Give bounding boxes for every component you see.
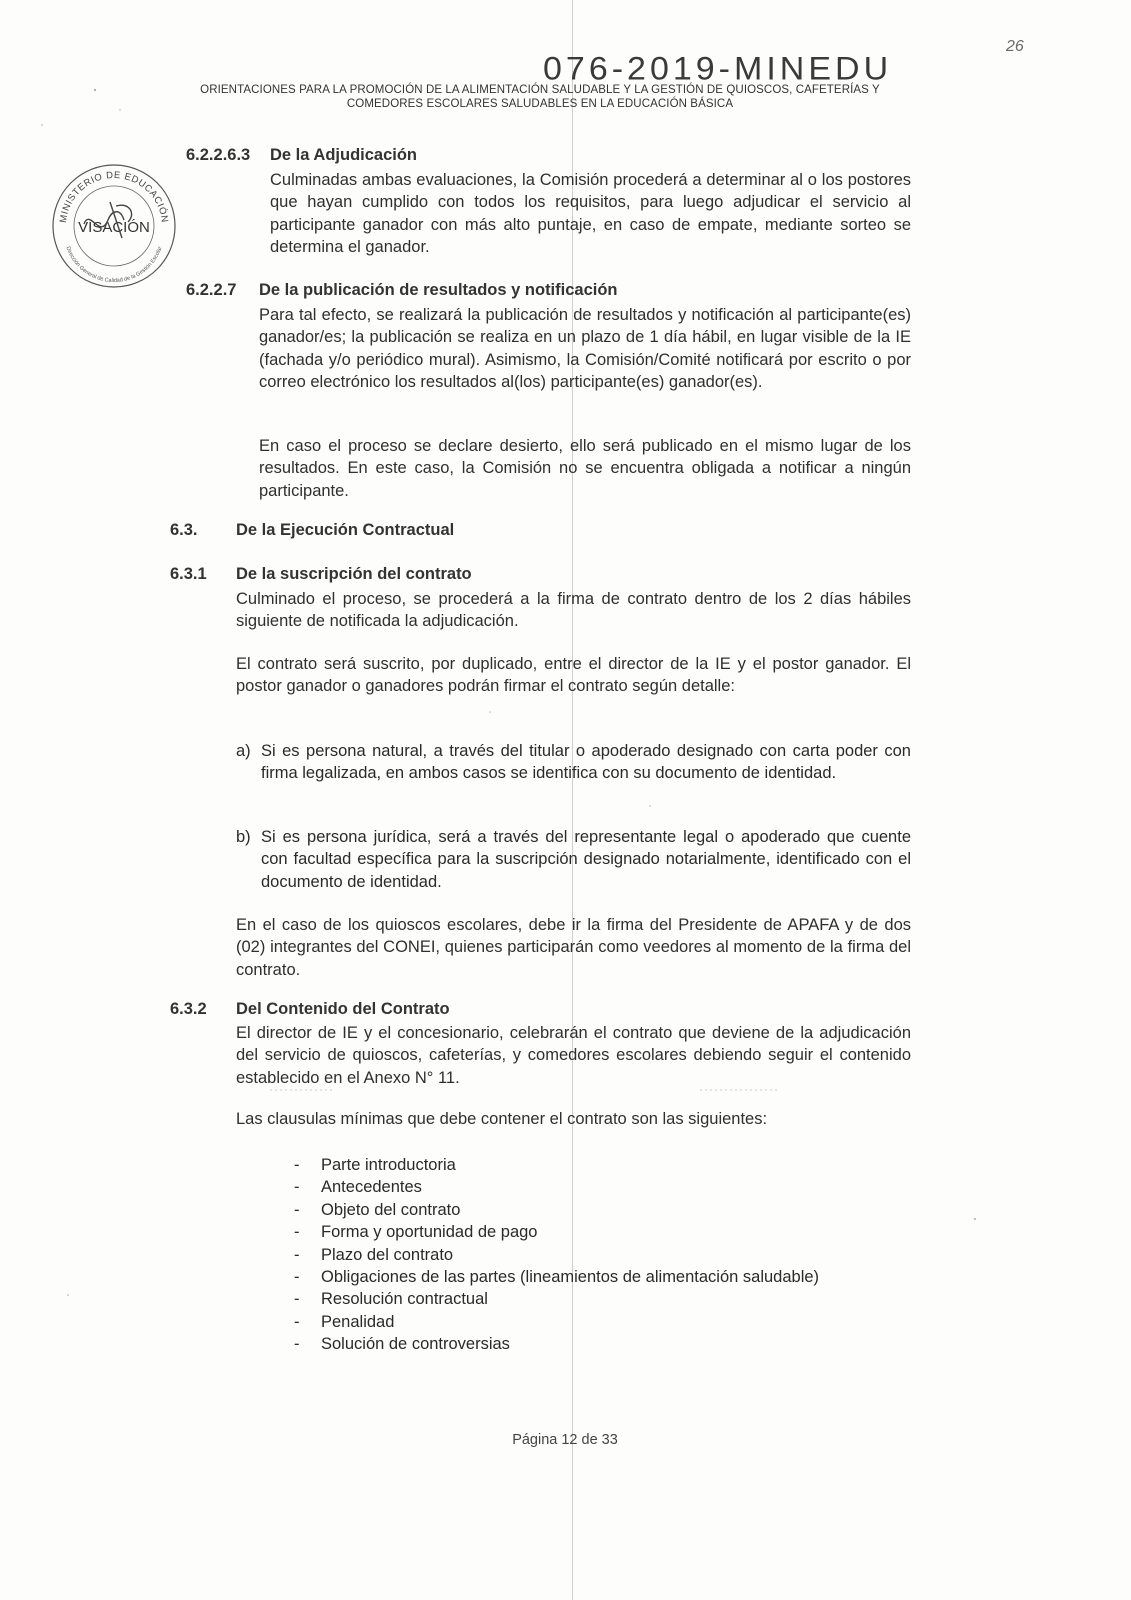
list-item-a-label: a): [236, 742, 251, 760]
clause-item: - Forma y oportunidad de pago: [294, 1223, 538, 1242]
paragraph-suscripcion-1: Culminado el proceso, se procederá a la firma de contrato dentro de los 2 días hábiles siguiente de notificada la adjudicación.: [236, 590, 911, 631]
section-number-63: 6.3.: [170, 521, 198, 539]
svg-text:Dirección General de Calidad d: [64, 246, 163, 284]
stamp-top-text: MINISTERIO DE EDUCACIÓN: [57, 169, 170, 224]
list-item-b: [236, 826, 911, 893]
paragraph-suscripcion-2: El contrato será suscrito, por duplicado, entre el director de la IE y el postor ganador. El postor ganador o ganadores podrán firmar el contrato según detalle:: [236, 655, 911, 696]
paragraph-contenido-1: El director de IE y el concesionario, celebrarán el contrato que deviene de la adjudicación del servicio de quioscos, cafeterías, y comedores escolares debiendo seguir el contenido establecido en el Anexo N° 11.: [236, 1024, 911, 1087]
header-line-2: COMEDORES ESCOLARES SALUDABLES EN LA EDUCACIÓN BÁSICA: [346, 98, 734, 110]
visacion-stamp: [50, 162, 178, 290]
paragraph-publicacion-2: En caso el proceso se declare desierto, ello será publicado en el mismo lugar de los resultados. En este caso, la Comisión no se encuentra obligada a notificar a ningún participante.: [259, 437, 911, 500]
clause-item: - Antecedentes: [294, 1178, 422, 1197]
paragraph-suscripcion-3: En el caso de los quioscos escolares, debe ir la firma del Presidente de APAFA y de dos (02) integrantes del CONEI, quienes participarán como veedores al momento de la firma del contrato.: [236, 916, 911, 979]
clause-item: - Objeto del contrato: [294, 1200, 461, 1219]
section-title-631: De la suscripción del contrato: [236, 565, 472, 583]
section-number-6227: 6.2.2.7: [186, 281, 237, 299]
section-number-62263: 6.2.2.6.3: [186, 146, 251, 164]
clause-item: - Solución de controversias: [294, 1335, 510, 1354]
clauses-list: [294, 1154, 819, 1356]
list-item-b-label: b): [236, 828, 251, 846]
clause-item: - Plazo del contrato: [294, 1245, 454, 1264]
paragraph-publicacion-1: Para tal efecto, se realizará la publicación de resultados y notificación al participante(es) ganador/es; la publicación se realiza en un plazo de 1 día hábil, en lugar visible de la IE (fachada y/o periódico mural). Asimismo, la Comisión/Comité notificará por escrito o por correo electrónico los resultados al(los) participante(es) ganador(es).: [259, 306, 911, 392]
section-title-6227: De la publicación de resultados y notificación: [259, 281, 618, 299]
page-footer: Página 12 de 33: [512, 1432, 618, 1448]
clause-item: - Penalidad: [294, 1312, 395, 1331]
paragraph-adjudicacion: Culminadas ambas evaluaciones, la Comisión procederá a determinar al o los postores que hayan cumplido con todos los requisitos, para luego adjudicar el servicio al participante ganador con más alto puntaje, en caso de empate, mediante sorteo se determina el ganador.: [270, 171, 911, 257]
header-line-1: ORIENTACIONES PARA LA PROMOCIÓN DE LA ALIMENTACIÓN SALUDABLE Y LA GESTIÓN DE QUIOSCOS, CAFETERÍAS Y: [200, 84, 880, 96]
paragraph-contenido-2: Las clausulas mínimas que debe contener el contrato son las siguientes:: [236, 1110, 768, 1128]
clause-item: - Obligaciones de las partes (lineamientos de alimentación saludable): [294, 1268, 820, 1287]
stamp-bottom-text: Dirección General de Calidad de la Gestión Escolar: [64, 245, 164, 285]
list-item-b-text: Si es persona jurídica, será a través del representante legal o apoderado que cuente con facultad específica para la suscripción designado notarialmente, identificado con el documento de identidad.: [261, 828, 911, 891]
section-title-632: Del Contenido del Contrato: [236, 1000, 450, 1018]
section-title-62263: De la Adjudicación: [270, 146, 418, 164]
section-title-63: De la Ejecución Contractual: [236, 521, 455, 539]
section-number-631: 6.3.1: [170, 565, 207, 583]
page-header: [150, 83, 930, 111]
stamp-center-text: VISACIÓN: [78, 219, 150, 236]
handwritten-page-mark: 26: [1006, 38, 1024, 55]
list-item-a: [236, 740, 911, 785]
section-number-632: 6.3.2: [170, 1000, 207, 1018]
list-item-a-text: Si es persona natural, a través del titular o apoderado designado con carta poder con firma legalizada, en ambos casos se identifica con su documento de identidad.: [261, 742, 911, 783]
clause-item: - Resolución contractual: [294, 1290, 488, 1309]
clause-item: - Parte introductoria: [294, 1156, 456, 1174]
document-number: 076-2019-MINEDU: [543, 50, 893, 88]
